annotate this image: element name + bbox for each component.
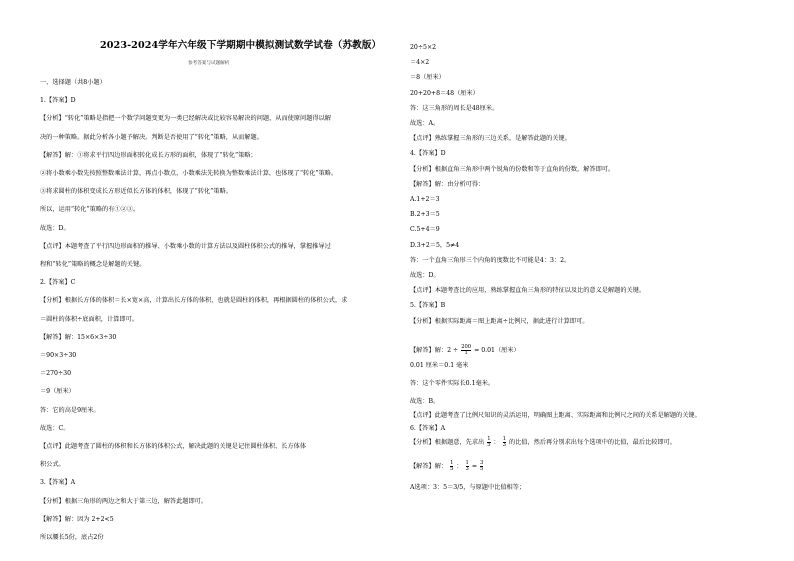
right-mid-line: 答：这个零件实际长0.1毫米。 [410,380,495,387]
right-top-line: C.5+4＝9 [410,226,440,234]
right-top-line: 4.【答案】D [410,150,446,158]
left-line: 决的一种策略。据此分析各小题予解决。判断是否使用了“转化”策略，从而解题。 [40,133,263,141]
left-line: 一、选择题（共8小题） [40,79,106,86]
right-top-line: ＝4×2 [410,59,430,67]
right-top-line: ＝8（厘米） [410,74,445,82]
fraction: $\frac{1}{3}$ [465,460,469,472]
left-line: 所以腰长5份，底占2份 [40,534,104,541]
left-line: ＝90×3÷30 [40,352,77,359]
left-line: 2.【答案】C [40,279,76,287]
right-top-line: 20+20+8＝48（厘米） [410,89,479,97]
right-top-line: 20÷5×2 [410,44,437,51]
left-line: 故选：C。 [40,424,70,432]
right-top-line: 故选：A。 [410,120,440,127]
fraction: $\frac{1}{3}$ [502,436,506,448]
right-top-line: 答：这三角形的周长是48厘米。 [410,104,499,112]
left-line: 程和“转化”策略的概念是解题的关键。 [40,261,146,268]
right-mid-line: 6.【答案】A [410,425,446,432]
right-top-line: B.2+3＝5 [410,211,440,219]
fraction: $\frac{1}{5}$ [487,436,491,448]
right-top-line: D.3+2＝5，5≠4 [410,241,460,249]
left-line: 所以，运用“转化”策略的有①②③。 [40,206,140,214]
fraction: $\frac{3}{5}$ [479,460,484,472]
left-line: ＝圆柱的体积÷底面积，计算即可。 [40,315,138,323]
right-top-line: 【解答】解：由分析可得： [410,180,485,188]
right-top-line: 【点评】熟练掌握三角形的三边关系，是解答此题的关键。 [410,135,571,143]
fraction: $\frac{1}{5}$ [450,460,454,472]
left-line: 【解答】解：因为 2+2<5 [40,515,114,523]
left-line: ＝270÷30 [40,370,72,378]
left-line: ＝9（厘米） [40,388,75,396]
left-line: ②将小数乘小数先按照整数乘法计算，再点小数点，小数乘法先转换为整数乘法计算，也体现了“转化”策略。 [40,170,338,177]
fraction: $\frac{200}{1}$ [461,344,472,356]
left-line: 【点评】本题考查了平行四边形面积的推导、小数乘小数的计算方法以及圆柱体积公式的推导，掌握推导过 [40,242,331,250]
right-top-line: 答：一个直角三角形三个内角的度数比不可能是4：3：2。 [410,256,571,264]
right-top-line: 故选：D。 [410,272,440,279]
left-line: 【解答】解：15×6×3÷30 [40,333,117,341]
page-subtitle: 参考答案与试题解析 [188,61,230,66]
q5-solution-line: 【解答】解：$2 \div \frac{200}{1}$ = 0.01（厘米） [410,344,520,356]
right-mid-line: 【点评】此题考查了比例尺知识的灵活运用，明确图上距离、实际距离和比例尺之间的关系是解题的关键。 [410,412,701,419]
right-top-line: A.1+2＝3 [410,196,440,203]
left-line: 1.【答案】D [40,97,76,105]
right-top-line: 5.【答案】B [410,302,446,310]
right-top-line: 【分析】根据直角三角形中两个锐角的份数和等于直角的份数，解答即可。 [410,165,615,173]
page-title: 2023-2024学年六年级下学期期中模拟测试数学试卷（苏教版） [100,40,382,51]
left-line: 3.【答案】A [40,479,76,487]
left-line: 积公式。 [40,461,65,469]
left-line: 故选：D。 [40,224,70,232]
right-top-line: 【点评】本题考查比的应用，熟练掌握直角三角形的特征以及比的意义是解题的关键。 [410,287,646,295]
left-line: 【分析】根据三角形的两边之和大于第三边，解答此题即可。 [40,497,208,505]
left-line: ③将求圆柱的体积变成长方形近似长方体的体积，体现了“转化”策略。 [40,188,232,196]
left-line: 【点评】此题考查了圆柱的体积和长方体的体积公式，解决此题的关键是记住圆柱体积、长方体体 [40,443,307,450]
left-line: 答：它的高是9厘米。 [40,406,100,414]
right-mid-line: 故选：B。 [410,398,440,405]
left-line: 【解答】解：①将求平行四边形面积转化成长方形的面积，体现了“转化”策略； [40,151,257,159]
left-line: 【分析】“转化”策略是指把一个数学问题变更为一类已经解决或比较容易解决的问题，从而使原问题得以解 [40,115,331,123]
left-line: 【分析】根据长方体的体积＝长×宽×高，计算出长方体的体积，也就是圆柱的体积，再根据圆柱的体积公式，求 [40,297,348,305]
right-mid-line: 0.01 厘米＝0.1 毫米 [410,362,469,369]
q6-option-a-line: A选项：3：5＝3/5，与原题中比值相等； [410,484,526,491]
q6-solution-line: 【解答】解： $\frac{1}{5}$ ： $\frac{1}{3}$ = $\frac{3}{5}$ [410,460,484,472]
q6-analysis-line: 【分析】根据题意，先求出 $\frac{1}{5}$ ： $\frac{1}{3}$ 的比值，然后再分别求出每个选项中的比值，最后比较即可。 [410,436,676,448]
right-top-line: 【分析】根据实际距离＝图上距离÷比例尺，据此进行计算即可。 [410,317,589,325]
